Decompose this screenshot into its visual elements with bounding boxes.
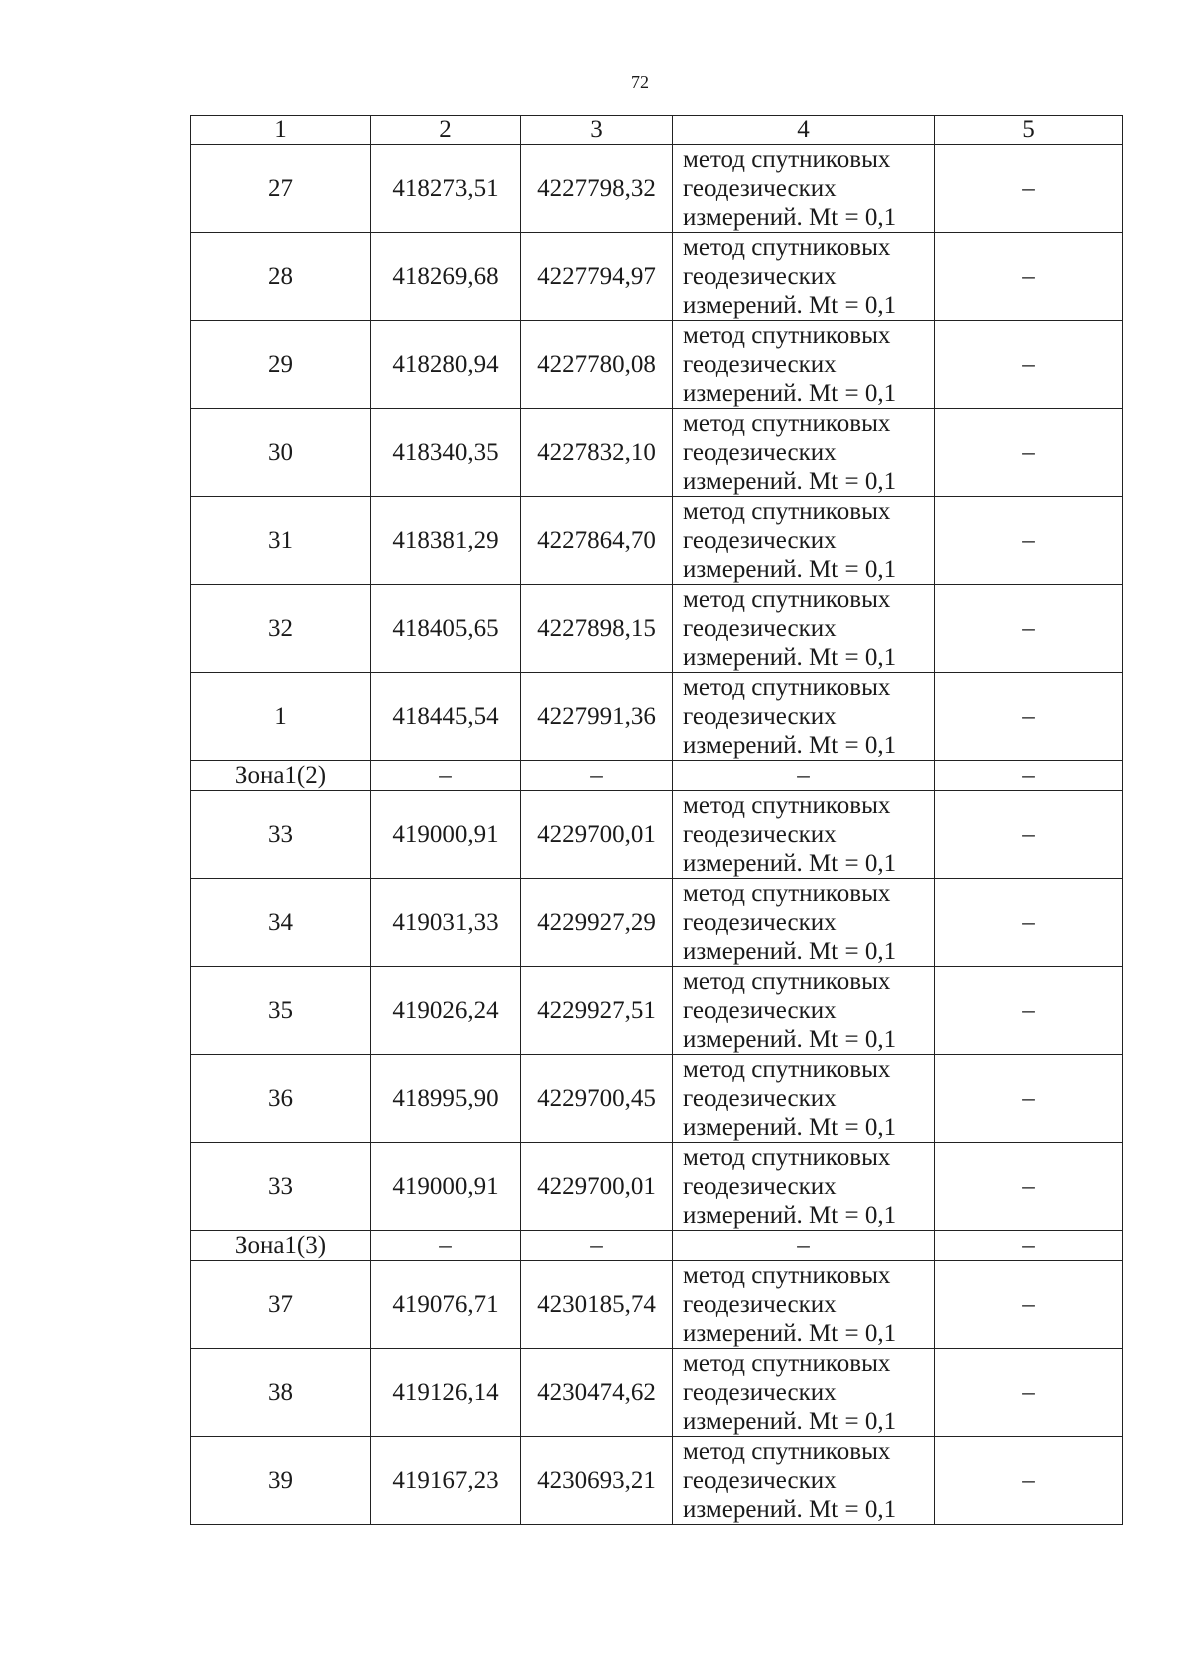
method-line: метод спутниковых — [683, 792, 891, 819]
method-line: геодезических — [683, 439, 837, 466]
column-5-cell: – — [935, 409, 1123, 497]
point-number-cell: 27 — [191, 145, 371, 233]
x-coordinate-cell: 418280,94 — [371, 321, 521, 409]
method-line: метод спутниковых — [683, 146, 891, 173]
y-coordinate-cell: 4227991,36 — [521, 673, 673, 761]
column-5-cell: – — [935, 1349, 1123, 1437]
table-row — [191, 1055, 1123, 1143]
column-5-cell: – — [935, 1261, 1123, 1349]
method-cell — [673, 233, 935, 321]
y-coordinate-cell: 4229927,51 — [521, 967, 673, 1055]
method-line: измерений. Mt = 0,1 — [683, 1496, 897, 1523]
y-coordinate-cell: 4230693,21 — [521, 1437, 673, 1525]
method-line: метод спутниковых — [683, 968, 891, 995]
header-row — [191, 116, 1123, 145]
y-coordinate-cell: – — [521, 1231, 673, 1261]
method-cell — [673, 1261, 935, 1349]
method-line: метод спутниковых — [683, 586, 891, 613]
method-line: метод спутниковых — [683, 1056, 891, 1083]
method-line: геодезических — [683, 821, 837, 848]
method-line: метод спутниковых — [683, 1262, 891, 1289]
point-number-cell: 33 — [191, 791, 371, 879]
point-number-cell: 34 — [191, 879, 371, 967]
header-cell-4: 4 — [673, 116, 935, 145]
method-line: метод спутниковых — [683, 410, 891, 437]
table-row — [191, 1261, 1123, 1349]
method-line: геодезических — [683, 1379, 837, 1406]
method-line: измерений. Mt = 0,1 — [683, 1114, 897, 1141]
y-coordinate-cell: 4227898,15 — [521, 585, 673, 673]
y-coordinate-cell: 4227864,70 — [521, 497, 673, 585]
point-number-cell: 37 — [191, 1261, 371, 1349]
method-line: измерений. Mt = 0,1 — [683, 644, 897, 671]
x-coordinate-cell: – — [371, 1231, 521, 1261]
table-row — [191, 585, 1123, 673]
zone-label-cell: Зона1(3) — [191, 1231, 371, 1261]
x-coordinate-cell: 419031,33 — [371, 879, 521, 967]
method-line: геодезических — [683, 175, 837, 202]
method-line: измерений. Mt = 0,1 — [683, 292, 897, 319]
table-row — [191, 409, 1123, 497]
x-coordinate-cell: 418273,51 — [371, 145, 521, 233]
point-number-cell: 28 — [191, 233, 371, 321]
method-cell — [673, 791, 935, 879]
method-line: измерений. Mt = 0,1 — [683, 204, 897, 231]
column-5-cell: – — [935, 761, 1123, 791]
column-5-cell: – — [935, 321, 1123, 409]
method-line: геодезических — [683, 351, 837, 378]
column-5-cell: – — [935, 1437, 1123, 1525]
y-coordinate-cell: 4227794,97 — [521, 233, 673, 321]
header-cell-2: 2 — [371, 116, 521, 145]
method-line: геодезических — [683, 1085, 837, 1112]
column-5-cell: – — [935, 1143, 1123, 1231]
x-coordinate-cell: 418269,68 — [371, 233, 521, 321]
method-line: измерений. Mt = 0,1 — [683, 468, 897, 495]
method-line: метод спутниковых — [683, 498, 891, 525]
method-line: измерений. Mt = 0,1 — [683, 938, 897, 965]
point-number-cell: 35 — [191, 967, 371, 1055]
method-cell — [673, 1143, 935, 1231]
x-coordinate-cell: 419076,71 — [371, 1261, 521, 1349]
method-line: метод спутниковых — [683, 1144, 891, 1171]
method-line: измерений. Mt = 0,1 — [683, 380, 897, 407]
point-number-cell: 36 — [191, 1055, 371, 1143]
method-line: геодезических — [683, 909, 837, 936]
table-row — [191, 1349, 1123, 1437]
y-coordinate-cell: 4229700,45 — [521, 1055, 673, 1143]
x-coordinate-cell: 419167,23 — [371, 1437, 521, 1525]
column-5-cell: – — [935, 791, 1123, 879]
method-cell: – — [673, 1231, 935, 1261]
method-line: геодезических — [683, 527, 837, 554]
header-cell-3: 3 — [521, 116, 673, 145]
y-coordinate-cell: 4227780,08 — [521, 321, 673, 409]
x-coordinate-cell: 419126,14 — [371, 1349, 521, 1437]
method-cell: – — [673, 761, 935, 791]
column-5-cell: – — [935, 879, 1123, 967]
table-row — [191, 673, 1123, 761]
column-5-cell: – — [935, 145, 1123, 233]
method-cell — [673, 879, 935, 967]
method-cell — [673, 673, 935, 761]
y-coordinate-cell: 4227832,10 — [521, 409, 673, 497]
y-coordinate-cell: – — [521, 761, 673, 791]
point-number-cell: 32 — [191, 585, 371, 673]
coordinates-table — [190, 115, 1123, 1525]
x-coordinate-cell: 419000,91 — [371, 791, 521, 879]
method-line: геодезических — [683, 997, 837, 1024]
method-line: метод спутниковых — [683, 880, 891, 907]
point-number-cell: 31 — [191, 497, 371, 585]
column-5-cell: – — [935, 1055, 1123, 1143]
point-number-cell: 39 — [191, 1437, 371, 1525]
method-line: геодезических — [683, 615, 837, 642]
header-cell-5: 5 — [935, 116, 1123, 145]
x-coordinate-cell: 418381,29 — [371, 497, 521, 585]
method-cell — [673, 1437, 935, 1525]
y-coordinate-cell: 4229700,01 — [521, 791, 673, 879]
x-coordinate-cell: 418405,65 — [371, 585, 521, 673]
point-number-cell: 29 — [191, 321, 371, 409]
y-coordinate-cell: 4229700,01 — [521, 1143, 673, 1231]
column-5-cell: – — [935, 967, 1123, 1055]
column-5-cell: – — [935, 233, 1123, 321]
method-line: геодезических — [683, 1173, 837, 1200]
method-line: метод спутниковых — [683, 674, 891, 701]
method-cell — [673, 1055, 935, 1143]
method-line: измерений. Mt = 0,1 — [683, 1408, 897, 1435]
method-cell — [673, 497, 935, 585]
method-line: измерений. Mt = 0,1 — [683, 1026, 897, 1053]
column-5-cell: – — [935, 585, 1123, 673]
table-row — [191, 321, 1123, 409]
method-line: измерений. Mt = 0,1 — [683, 850, 897, 877]
method-line: геодезических — [683, 703, 837, 730]
table-row — [191, 967, 1123, 1055]
point-number-cell: 33 — [191, 1143, 371, 1231]
y-coordinate-cell: 4229927,29 — [521, 879, 673, 967]
method-line: измерений. Mt = 0,1 — [683, 1320, 897, 1347]
zone-label-cell: Зона1(2) — [191, 761, 371, 791]
x-coordinate-cell: 419026,24 — [371, 967, 521, 1055]
page-number: 72 — [631, 72, 649, 92]
table-row — [191, 233, 1123, 321]
method-line: геодезических — [683, 1467, 837, 1494]
method-line: геодезических — [683, 1291, 837, 1318]
method-cell — [673, 145, 935, 233]
method-line: метод спутниковых — [683, 1438, 891, 1465]
method-cell — [673, 585, 935, 673]
point-number-cell: 1 — [191, 673, 371, 761]
table-row — [191, 1437, 1123, 1525]
point-number-cell: 30 — [191, 409, 371, 497]
zone-row — [191, 1231, 1123, 1261]
method-cell — [673, 1349, 935, 1437]
method-line: геодезических — [683, 263, 837, 290]
table-row — [191, 497, 1123, 585]
column-5-cell: – — [935, 497, 1123, 585]
table-row — [191, 879, 1123, 967]
method-cell — [673, 321, 935, 409]
x-coordinate-cell: 418995,90 — [371, 1055, 521, 1143]
method-line: метод спутниковых — [683, 1350, 891, 1377]
zone-row — [191, 761, 1123, 791]
column-5-cell: – — [935, 1231, 1123, 1261]
header-cell-1: 1 — [191, 116, 371, 145]
method-line: измерений. Mt = 0,1 — [683, 732, 897, 759]
method-line: измерений. Mt = 0,1 — [683, 1202, 897, 1229]
x-coordinate-cell: 418445,54 — [371, 673, 521, 761]
method-line: метод спутниковых — [683, 322, 891, 349]
coordinates-table-body — [191, 116, 1123, 1525]
x-coordinate-cell: 418340,35 — [371, 409, 521, 497]
x-coordinate-cell: 419000,91 — [371, 1143, 521, 1231]
table-row — [191, 791, 1123, 879]
x-coordinate-cell: – — [371, 761, 521, 791]
table-row — [191, 1143, 1123, 1231]
method-cell — [673, 967, 935, 1055]
table-row — [191, 145, 1123, 233]
point-number-cell: 38 — [191, 1349, 371, 1437]
column-5-cell: – — [935, 673, 1123, 761]
y-coordinate-cell: 4230474,62 — [521, 1349, 673, 1437]
method-cell — [673, 409, 935, 497]
y-coordinate-cell: 4227798,32 — [521, 145, 673, 233]
method-line: измерений. Mt = 0,1 — [683, 556, 897, 583]
y-coordinate-cell: 4230185,74 — [521, 1261, 673, 1349]
method-line: метод спутниковых — [683, 234, 891, 261]
